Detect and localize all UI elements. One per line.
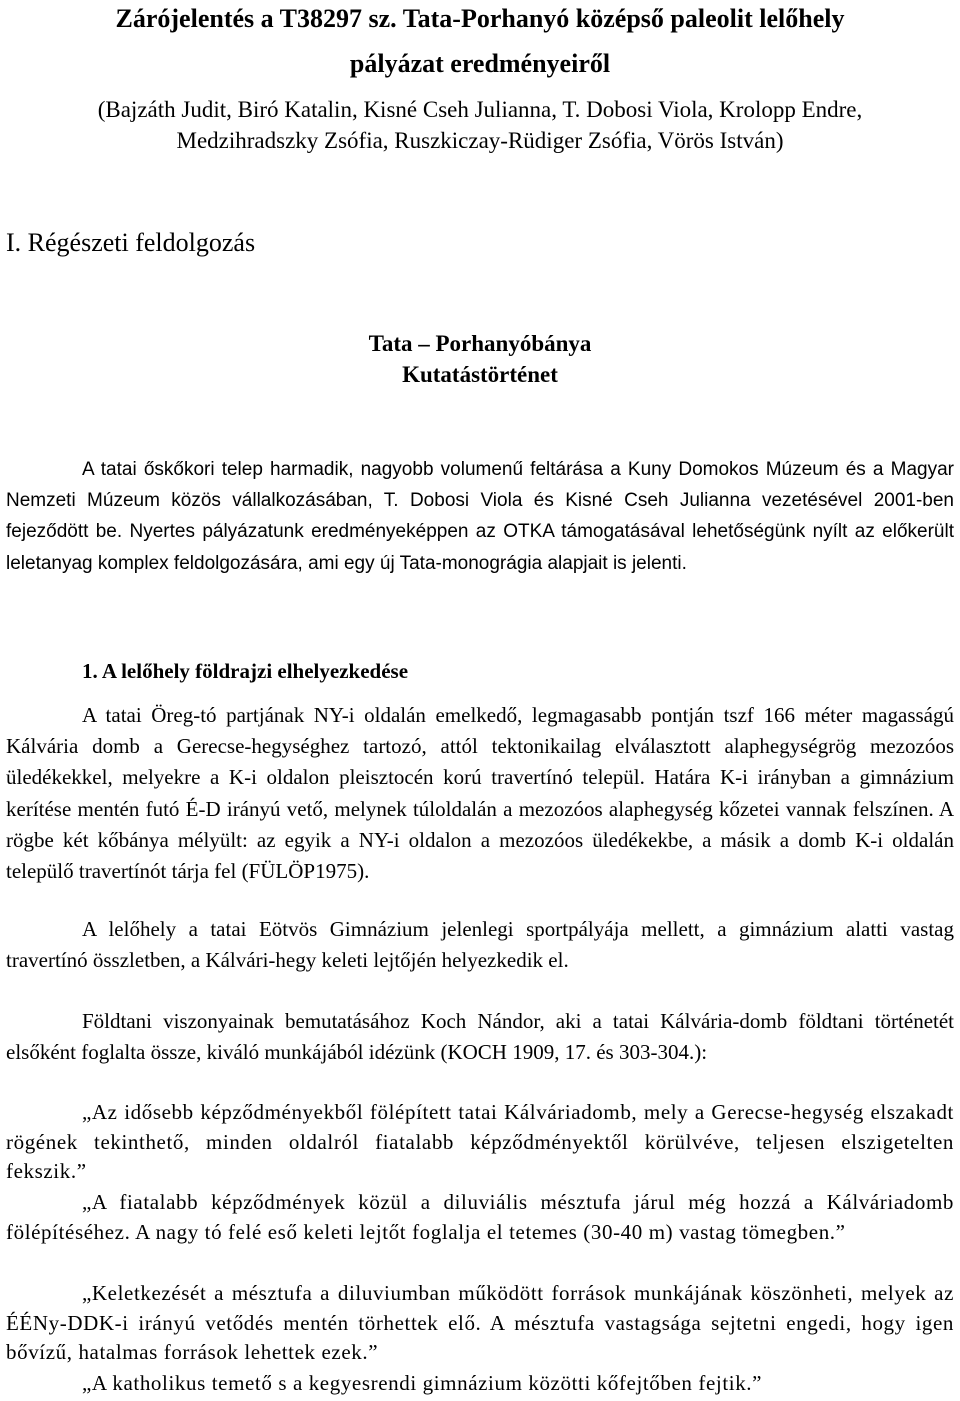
history-paragraph: [6, 454, 954, 579]
history-heading: Kutatástörténet: [402, 362, 558, 387]
subsection-heading: 1. A lelőhely földrajzi elhelyezkedése: [82, 659, 409, 683]
document-title-line-2: pályázat eredményeiről: [349, 49, 611, 78]
geography-paragraph-2: [6, 914, 954, 976]
quote-3: [6, 1279, 954, 1368]
geography-paragraph-2-text: A lelőhely a tatai Eötvös Gimnázium jelenlegi sportpályája mellett, a gimnázium alatti vastag travertínó összletben, a Kálvári-hegy keleti lejtőjén helyezkedik el.: [6, 917, 954, 973]
site-heading: Tata – Porhanyóbánya: [368, 331, 592, 356]
quote-2-text: „A fiatalabb képződmények közül a diluviális mésztufa járul még hozzá a Kálváriadomb fölépítéséhez. A nagy tó felé eső keleti lejtőt foglalja el tetemes (30-40 m) vastag tömegben.”: [6, 1190, 954, 1244]
quote-3-text: „Keletkezését a mésztufa a diluviumban működött források munkájának köszönheti, melyek az ÉÉNy-DDK-i irányú vetődés mentén törhettek elő. A mésztufa vastagsága sejtetni engedi, hogy igen bővízű, hatalmas források lehettek ezek.”: [6, 1281, 954, 1364]
geography-paragraph-1: [6, 700, 954, 887]
section-heading: I. Régészeti feldolgozás: [6, 228, 256, 257]
geography-paragraph-3: [6, 1006, 954, 1068]
document-title-line-1: Zárójelentés a T38297 sz. Tata-Porhanyó középső paleolit lelőhely: [115, 4, 845, 33]
geography-paragraph-1-text: A tatai Öreg-tó partjának NY-i oldalán emelkedő, legmagasabb pontján tszf 166 méter magasságú Kálvária domb a Gerecse-hegységhez tartozó, attól tektonikailag elválasztott alaphegységrög mezozóos üledékekkel, melyekre a K-i oldalon pleisztocén korú travertínó települ. Határa K-i irányban a gimnázium kerítése mentén futó É-D irányú vető, melynek túloldalán a mezozóos alaphegység kőzetei vannak felszínen. A rögbe két kőbánya mélyült: az egyik a NY-i oldalon a mezozóos üledékekbe, a másik a domb K-i oldalán települő travertínót tárja fel (FÜLÖP1975).: [6, 703, 954, 884]
quote-1: [6, 1098, 954, 1187]
history-paragraph-text: A tatai őskőkori telep harmadik, nagyobb volumenű feltárása a Kuny Domokos Múzeum és a Magyar Nemzeti Múzeum közös vállalkozásában, T. Dobosi Viola és Kisné Cseh Julianna vezetésével 2001-ben fejeződött be. Nyertes pályázatunk eredményeképpen az OTKA támogatásával lehetőségünk nyílt az előkerült leletanyag komplex feldolgozására, ami egy új Tata-monográgia alapjait is jelenti.: [6, 459, 954, 574]
authors-line-2: Medzihradszky Zsófia, Ruszkiczay-Rüdiger Zsófia, Vörös István): [176, 128, 784, 153]
quote-1-text: „Az idősebb képződményekből fölépített tatai Kálváriadomb, mely a Gerecse-hegység elszakadt rögének tekinthető, minden oldalról fiatalabb képződményektől körülvéve, teljesen elszigetelten fekszik.”: [6, 1100, 954, 1183]
quote-4-text: „A katholikus temető s a kegyesrendi gimnázium közötti kőfejtőben fejtik.”: [82, 1371, 763, 1395]
geography-paragraph-3-text: Földtani viszonyainak bemutatásához Koch Nándor, aki a tatai Kálvária-domb földtani történetét elsőként foglalta össze, kiváló munkájából idézünk (KOCH 1909, 17. és 303-304.):: [6, 1009, 954, 1065]
quote-2: [6, 1188, 954, 1247]
quote-4: [6, 1369, 954, 1399]
authors-line-1: (Bajzáth Judit, Biró Katalin, Kisné Cseh Julianna, T. Dobosi Viola, Krolopp Endre,: [97, 97, 863, 122]
